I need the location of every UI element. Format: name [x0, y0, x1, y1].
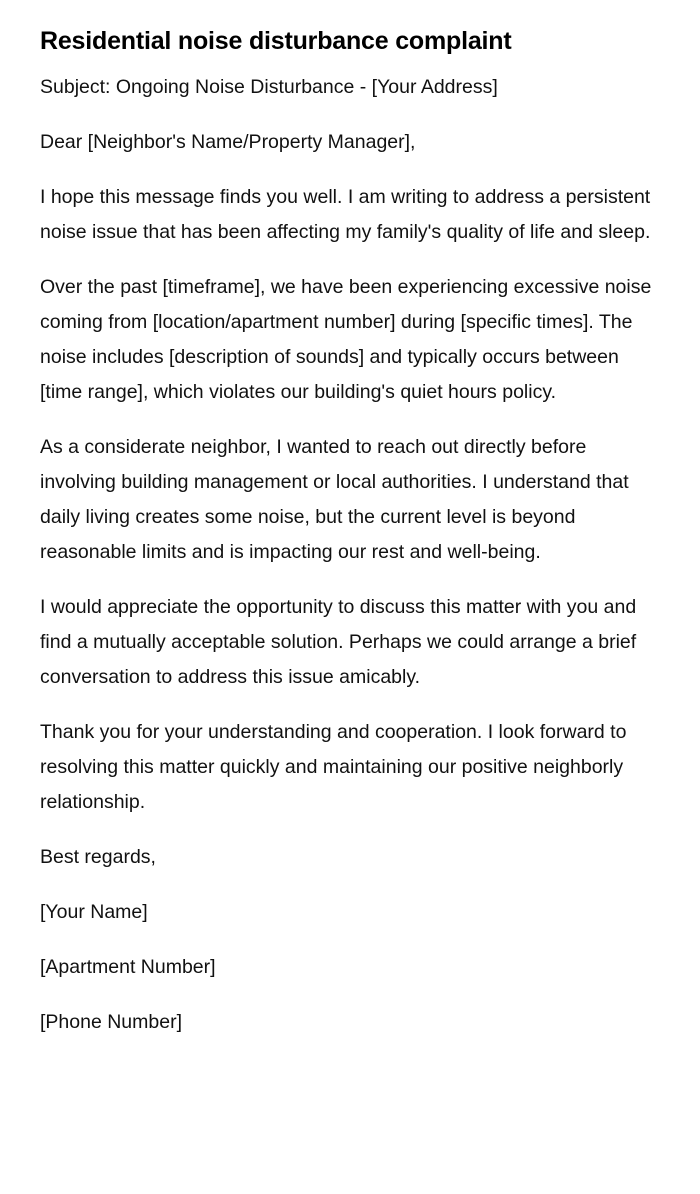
signature-apartment: [Apartment Number] [40, 956, 216, 978]
body-paragraph-2: Over the past [timeframe], we have been experiencing excessive noise coming from [location/apartment number] during [specific times]. The noise includes [description of sounds] and typically occurs between [time range], which violates our building's quiet hours policy. [40, 276, 652, 403]
signature-phone: [Phone Number] [40, 1011, 182, 1033]
body-paragraph-3: As a considerate neighbor, I wanted to reach out directly before involving building management or local authorities. I understand that daily living creates some noise, but the current level is beyond reasonable limits and is impacting our rest and well-being. [40, 436, 629, 563]
body-paragraph-1: I hope this message finds you well. I am writing to address a persistent noise issue that has been affecting my family's quality of life and sleep. [40, 186, 651, 243]
salutation: Dear [Neighbor's Name/Property Manager], [40, 131, 416, 153]
closing-line: Best regards, [40, 846, 156, 868]
signature-name: [Your Name] [40, 901, 148, 923]
body-paragraph-4: I would appreciate the opportunity to discuss this matter with you and find a mutually acceptable solution. Perhaps we could arrange a brief conversation to address this issue amicably. [40, 596, 637, 688]
subject-line: Subject: Ongoing Noise Disturbance - [Your Address] [40, 76, 498, 98]
body-paragraph-5: Thank you for your understanding and cooperation. I look forward to resolving this matter quickly and maintaining our positive neighborly relationship. [40, 721, 627, 813]
document-title: Residential noise disturbance complaint [40, 27, 512, 55]
